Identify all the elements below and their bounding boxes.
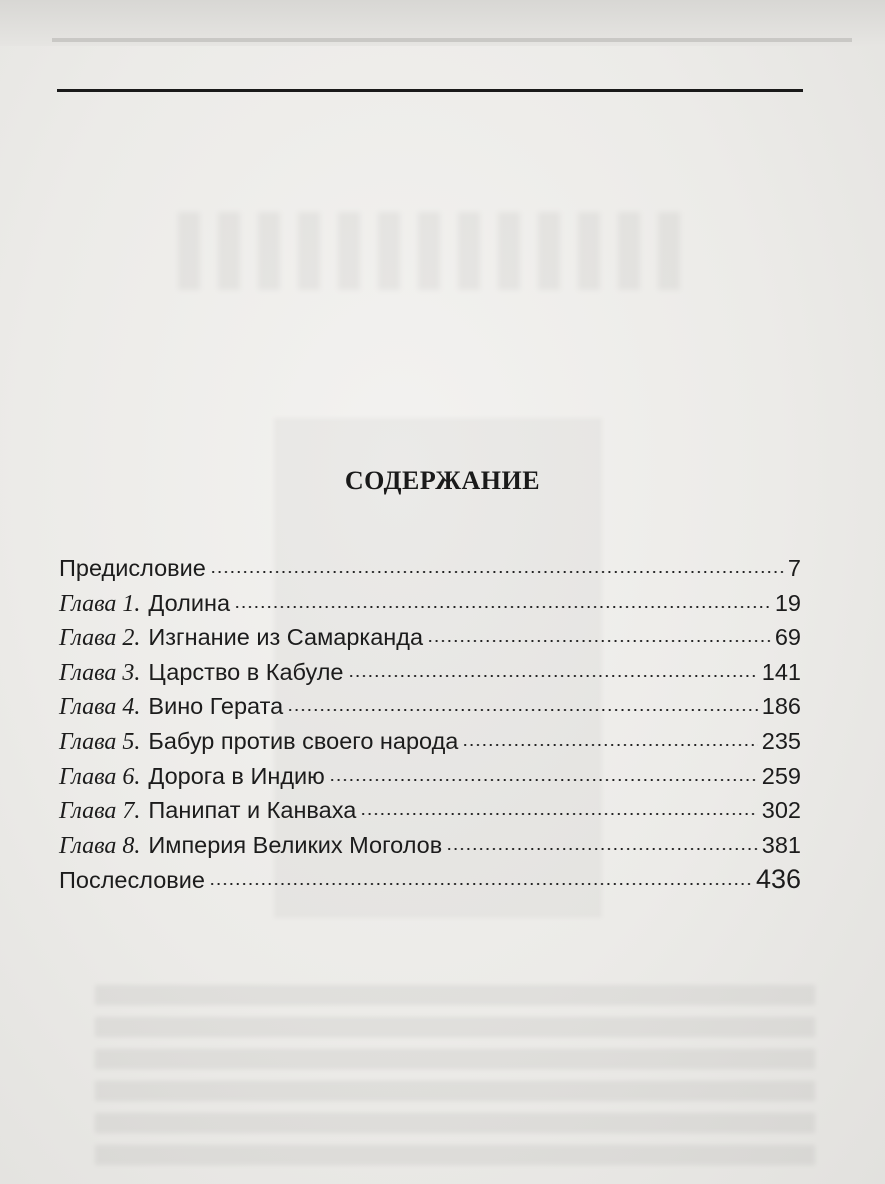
- page-top-edge: [52, 38, 852, 42]
- toc-entry: [59, 689, 801, 724]
- header-rule: [57, 89, 803, 92]
- toc-entry: [59, 862, 801, 897]
- toc-entry-page: 7: [787, 555, 801, 581]
- toc-entry-title: Послесловие: [59, 867, 205, 894]
- toc-entry-chapter: Глава 6.: [59, 763, 141, 790]
- toc-dot-leader: [210, 556, 784, 576]
- toc-dot-leader: [348, 660, 758, 680]
- toc-entry-page: 235: [761, 727, 801, 754]
- toc-entry-chapter: Глава 1.: [59, 590, 141, 617]
- toc-entry: [59, 551, 801, 586]
- toc-dot-leader: [234, 591, 771, 611]
- toc-dot-leader: [462, 729, 757, 749]
- toc-entry: [59, 724, 801, 759]
- toc-entry-page: 186: [761, 693, 801, 720]
- toc-entry-title: Бабур против своего народа: [148, 727, 459, 754]
- toc-entry-page: 259: [761, 762, 801, 789]
- table-of-contents: [59, 551, 801, 897]
- toc-entry-chapter: Глава 8.: [59, 832, 141, 859]
- toc-entry-title: Изгнание из Самарканда: [148, 624, 424, 651]
- toc-entry: [59, 586, 801, 621]
- bleed-through-text: [95, 985, 815, 1175]
- toc-entry-page: 302: [761, 797, 801, 824]
- toc-dot-leader: [209, 868, 752, 888]
- toc-entry-page: 381: [761, 831, 801, 858]
- toc-dot-leader: [287, 694, 758, 714]
- toc-entry-page: 19: [774, 589, 801, 616]
- toc-entry: [59, 793, 801, 828]
- toc-entry-page: 141: [761, 658, 801, 685]
- toc-entry-chapter: Глава 3.: [59, 659, 141, 686]
- toc-entry-chapter: Глава 4.: [59, 694, 141, 721]
- toc-dot-leader: [446, 833, 758, 853]
- toc-entry-title: Предисловие: [59, 555, 206, 581]
- toc-heading: СОДЕРЖАНИЕ: [344, 466, 541, 495]
- toc-dot-leader: [329, 764, 758, 784]
- toc-entry-page: 436: [755, 864, 801, 895]
- toc-entry-title: Долина: [148, 589, 231, 616]
- toc-entry-title: Дорога в Индию: [148, 762, 325, 789]
- toc-entry-chapter: Глава 7.: [59, 798, 141, 825]
- toc-entry: [59, 655, 801, 690]
- toc-entry-chapter: Глава 2.: [59, 625, 141, 652]
- toc-entry-chapter: Глава 5.: [59, 728, 141, 755]
- toc-entry-title: Панипат и Канваха: [148, 797, 357, 824]
- toc-entry: [59, 620, 801, 655]
- toc-dot-leader: [427, 625, 771, 645]
- toc-entry: [59, 759, 801, 794]
- toc-dot-leader: [360, 798, 758, 818]
- toc-entry-page: 69: [774, 624, 801, 651]
- toc-entry-title: Царство в Кабуле: [148, 658, 344, 685]
- toc-entry: [59, 828, 801, 863]
- toc-entry-title: Вино Герата: [148, 693, 284, 720]
- toc-entry-title: Империя Великих Моголов: [148, 831, 443, 858]
- bleed-through-title: [178, 212, 698, 290]
